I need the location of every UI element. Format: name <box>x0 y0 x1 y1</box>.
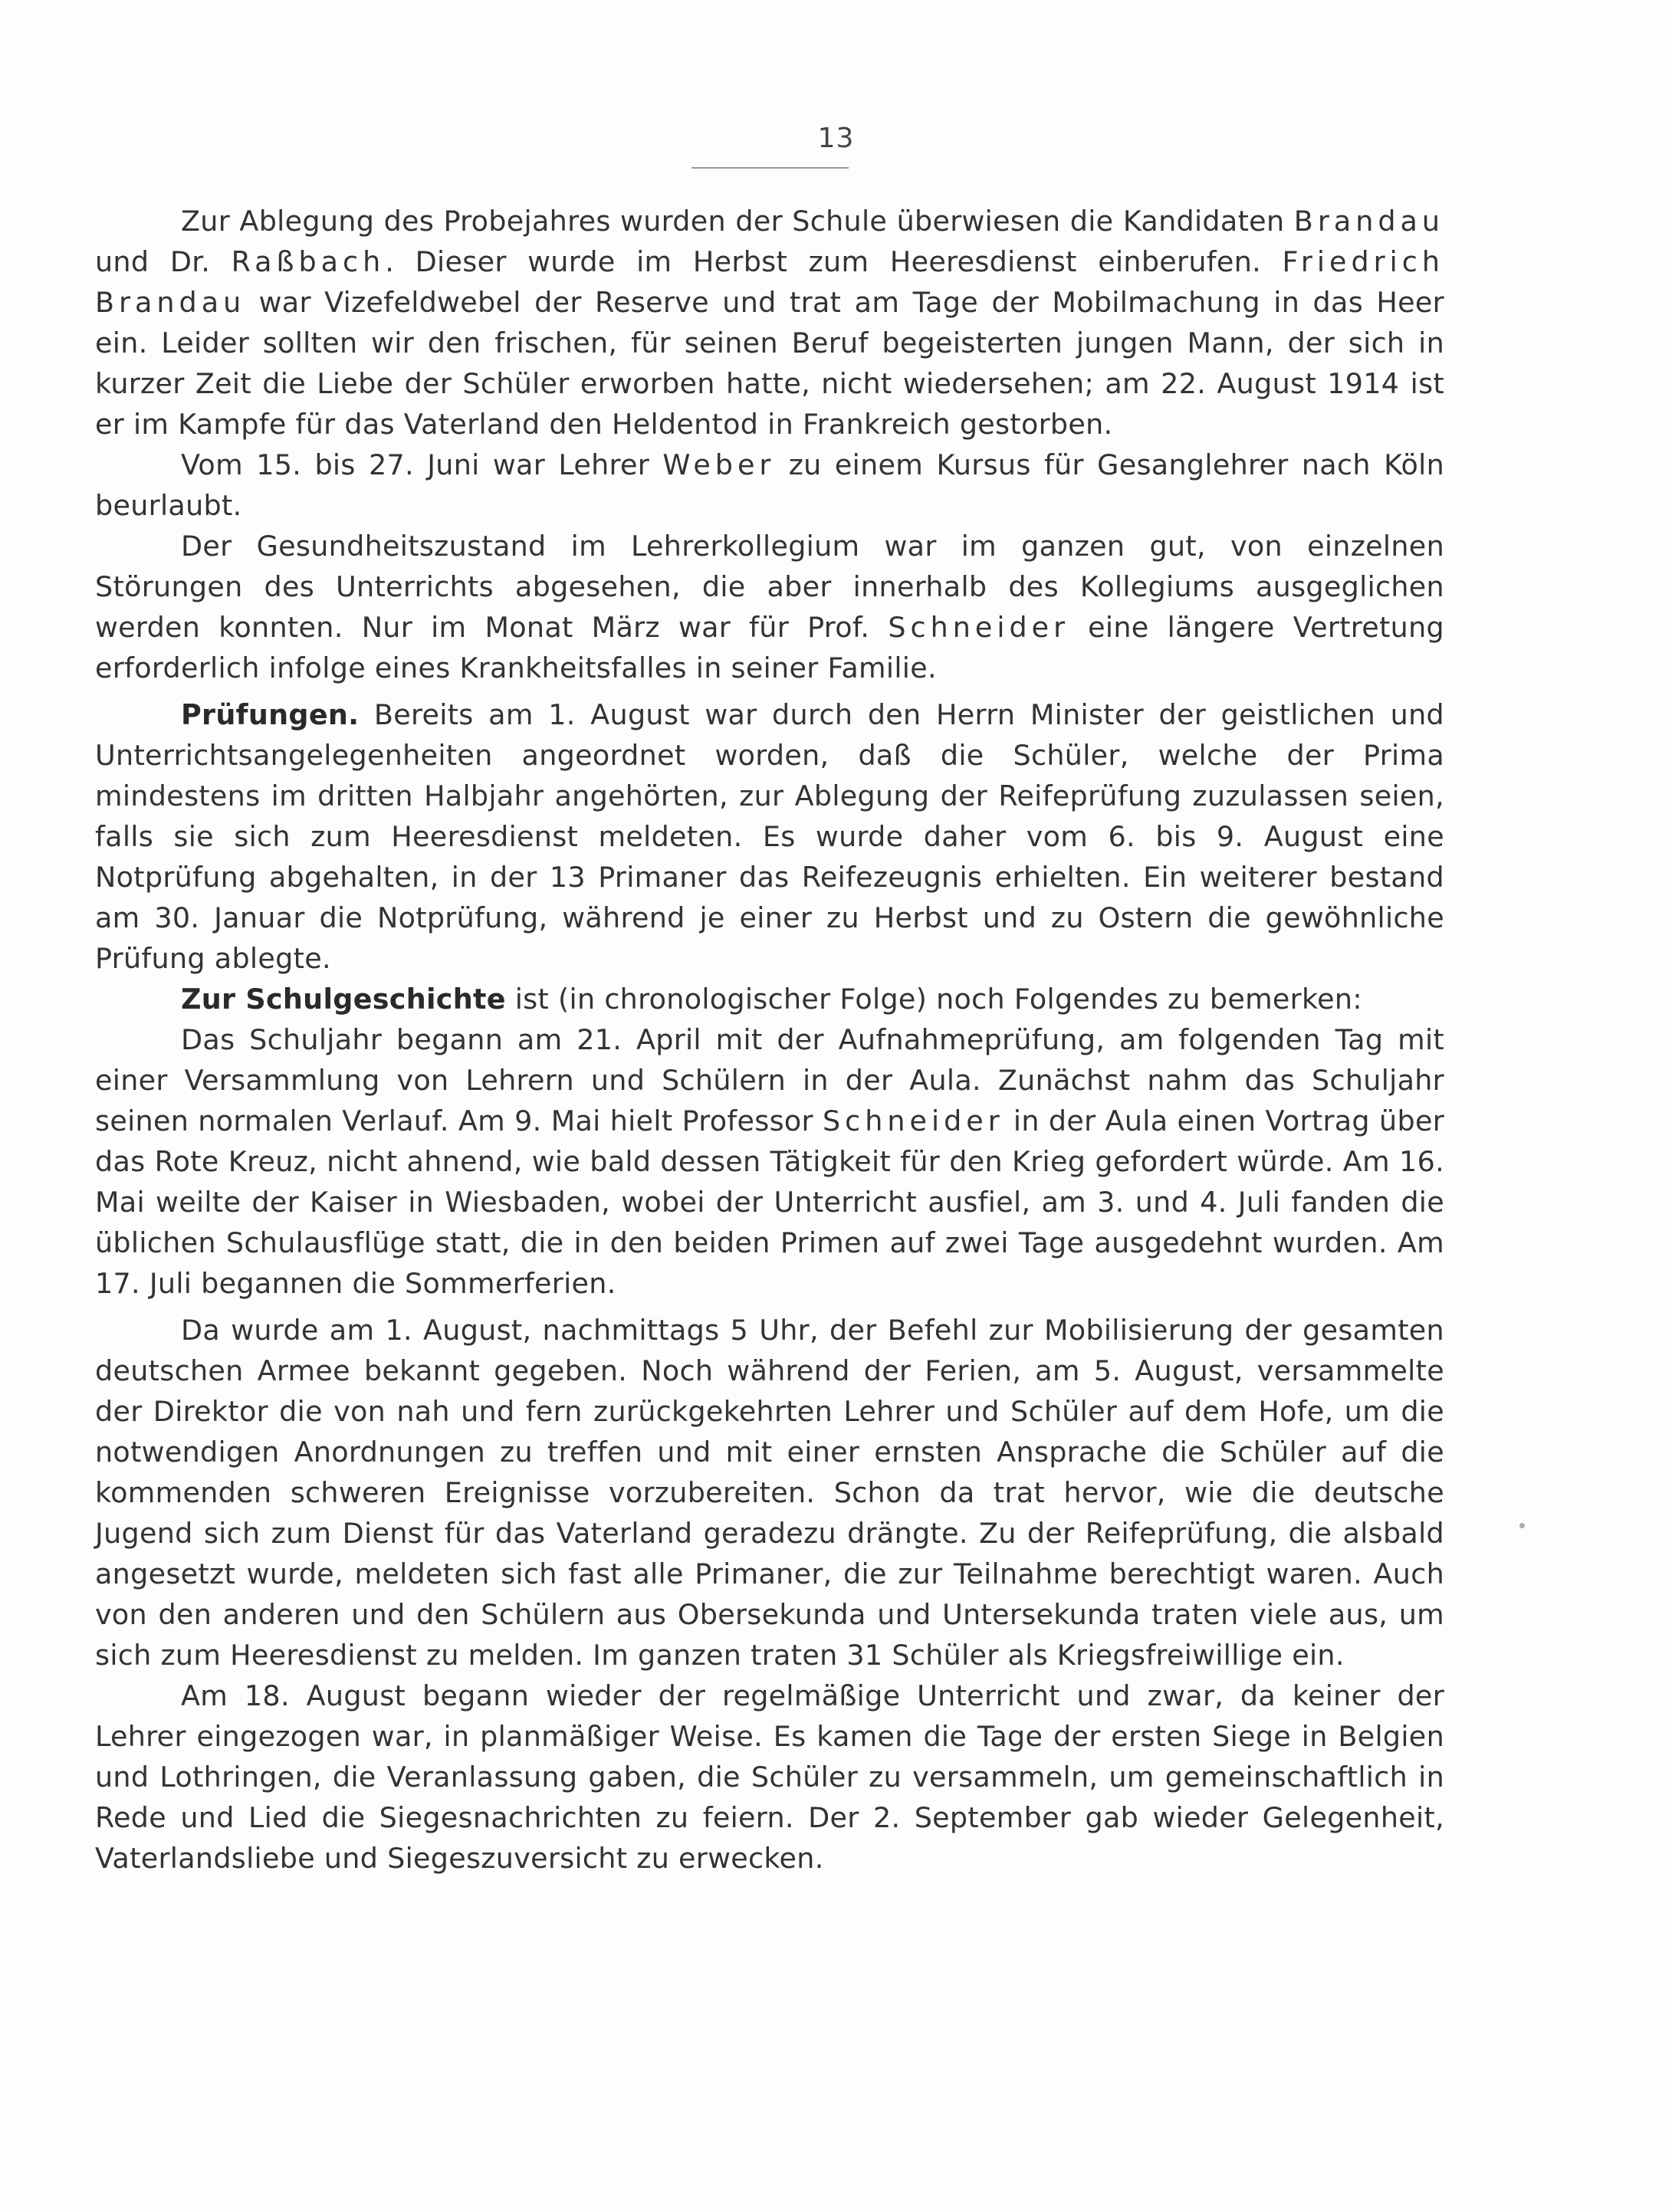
paragraph-leave: Vom 15. bis 27. Juni war Lehrer Weber zu einem Kursus für Gesanglehrer nach Köln beurlaubt. <box>95 448 1444 522</box>
paragraph-mobilization: Da wurde am 1. August, nachmittags 5 Uhr, der Befehl zur Mobilisierung der gesamten deutschen Armee bekannt gegeben. Noch während der Ferien, am 5. August, versammelte der Direktor die von nah und fern zurückgekehrten Lehrer und Schüler auf dem Hofe, um die notwendigen Anordnungen zu treffen und mit einer ernsten Ansprache die Schüler auf die kommenden schweren Ereignisse vorzubereiten. Schon da trat hervor, wie die deutsche Jugend sich zum Dienst für das Vaterland geradezu drängte. Zu der Reifeprüfung, die alsbald angesetzt wurde, meldeten sich fast alle Primaner, die zur Teilnahme berechtigt waren. Auch von den anderen und den Schülern aus Obersekunda und Untersekunda traten viele aus, um sich zum Heeresdienst zu melden. Im ganzen traten 31 Schüler als Kriegsfreiwillige ein. <box>95 1314 1444 1672</box>
paragraph-candidates: Zur Ablegung des Probejahres wurden der Schule überwiesen die Kandidaten Brandau und Dr. Raßbach. Dieser wurde im Herbst zum Heeresdienst einberufen. Friedrich Brandau war Vizefeldwebel der Reserve und trat am Tage der Mobilmachung in das Heer ein. Leider sollten wir den frischen, für seinen Beruf begeisterten jungen Mann, der sich in kurzer Zeit die Liebe der Schüler erworben hatte, nicht wiedersehen; am 22. August 1914 ist er im Kampfe für das Vaterland den Heldentod in Frankreich gestorben. <box>95 205 1444 441</box>
person-name: Schneider <box>823 1104 1004 1137</box>
body-text <box>95 201 1444 1879</box>
person-name: Friedrich Brandau <box>95 245 1444 319</box>
person-name: Weber <box>662 448 776 481</box>
person-name: Schneider <box>888 611 1070 644</box>
paragraph-school-history-heading: Zur Schulgeschichte ist (in chronologischer Folge) noch Folgendes zu bemerken: <box>181 983 1362 1016</box>
paragraph-health: Der Gesundheitszustand im Lehrerkollegium war im ganzen gut, von einzelnen Störungen des Unterrichts abgesehen, die aber innerhalb des Kollegiums ausgeglichen werden konnten. Nur im Monat März war für Prof. Schneider eine längere Vertretung erforderlich infolge eines Krankheitsfalles in seiner Familie. <box>95 530 1445 684</box>
header-rule <box>691 167 849 169</box>
paper-speck <box>1519 1523 1525 1528</box>
person-name: Raßbach <box>231 245 386 278</box>
section-heading: Prüfungen. <box>181 698 360 731</box>
paragraph-exams: Prüfungen. Bereits am 1. August war durch den Herrn Minister der geistlichen und Unterrichtsangelegenheiten angeordnet worden, daß die Schüler, welche der Prima mindestens im dritten Halbjahr angehörten, zur Ablegung der Reifeprüfung zuzulassen seien, falls sie sich zum Heeresdienst meldeten. Es wurde daher vom 6. bis 9. August eine Notprüfung abgehalten, in der 13 Primaner das Reifezeugnis erhielten. Ein weiterer bestand am 30. Januar die Notprüfung, während je einer zu Herbst und zu Ostern die gewöhnliche Prüfung ablegte. <box>95 698 1444 975</box>
paragraph-resumption: Am 18. August begann wieder der regelmäßige Unterricht und zwar, da keiner der Lehrer eingezogen war, in planmäßiger Weise. Es kamen die Tage der ersten Siege in Belgien und Lothringen, die Veranlassung gaben, die Schüler zu versammeln, um gemeinschaftlich in Rede und Lied die Siegesnachrichten zu feiern. Der 2. September gab wieder Gelegenheit, Vaterlandsliebe und Siegeszuversicht zu erwecken. <box>95 1679 1444 1875</box>
page-number: 13 <box>817 123 855 154</box>
section-heading: Zur Schulgeschichte <box>181 983 506 1016</box>
paragraph-school-year: Das Schuljahr begann am 21. April mit der Aufnahmeprüfung, am folgenden Tag mit einer Versammlung von Lehrern und Schülern in der Aula. Zunächst nahm das Schuljahr seinen normalen Verlauf. Am 9. Mai hielt Professor Schneider in der Aula einen Vortrag über das Rote Kreuz, nicht ahnend, wie bald dessen Tätigkeit für den Krieg gefordert würde. Am 16. Mai weilte der Kaiser in Wiesbaden, wobei der Unterricht ausfiel, am 3. und 4. Juli fanden die üblichen Schulausflüge statt, die in den beiden Primen auf zwei Tage ausgedehnt wurden. Am 17. Juli begannen die Sommerferien. <box>95 1023 1445 1300</box>
person-name: Brandau <box>1293 205 1444 238</box>
